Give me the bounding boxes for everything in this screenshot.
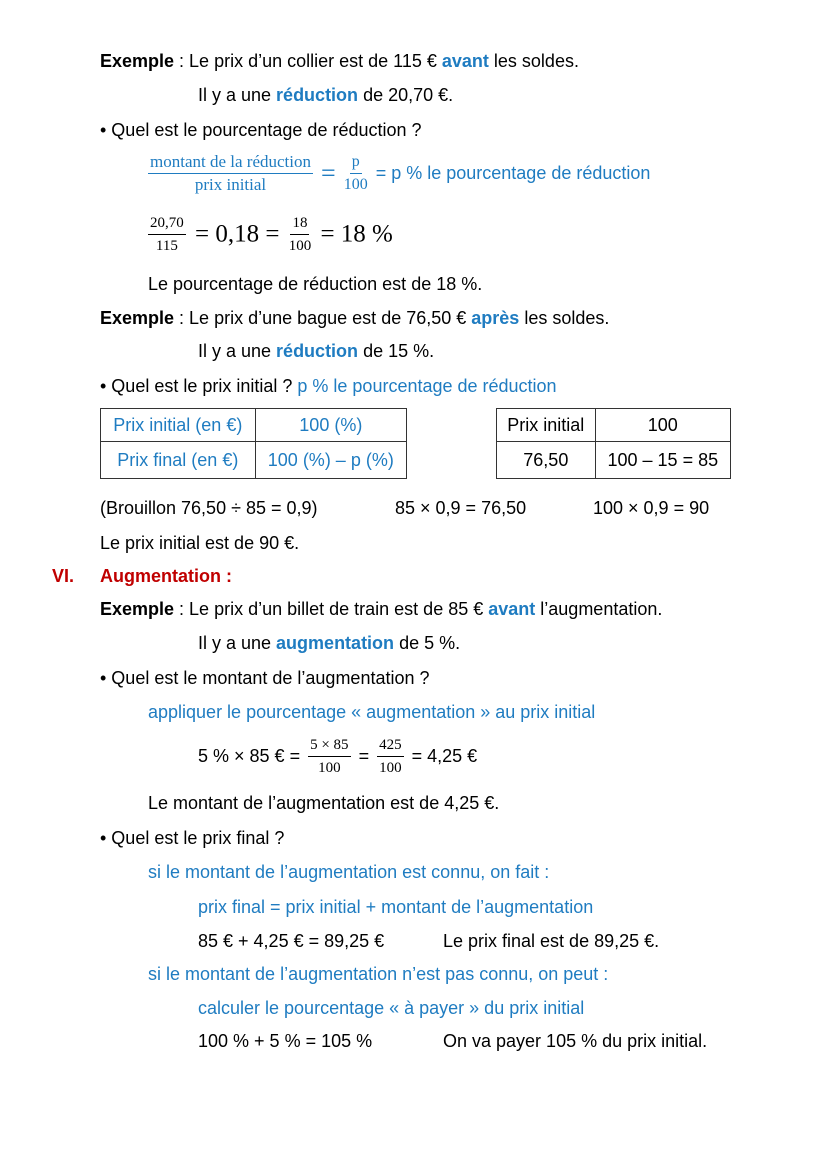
answer-1: Le pourcentage de réduction est de 18 %.: [148, 274, 483, 294]
example-2: [100, 307, 609, 329]
denominator: 100: [343, 176, 368, 193]
fraction: [148, 213, 186, 256]
proportion-table-example: [496, 408, 731, 479]
table-cell: 76,50: [497, 442, 596, 479]
keyword: avant: [488, 599, 536, 619]
table-row: [101, 442, 407, 479]
text: Il y a une: [198, 341, 277, 361]
denominator: prix initial: [194, 175, 267, 194]
numerator: p: [350, 152, 362, 174]
formula-percentage: [145, 152, 650, 195]
result-calculation: 100 × 0,9 = 90: [593, 498, 710, 518]
denominator: 115: [155, 238, 178, 254]
question-1: • Quel est le pourcentage de réduction ?: [100, 120, 422, 140]
case-1-calculation: 85 € + 4,25 € = 89,25 €: [198, 931, 385, 951]
case-2: si le montant de l’augmentation n’est pas connu, on peut :: [148, 964, 609, 984]
numerator: 18: [290, 213, 309, 235]
text: = 18 %: [320, 220, 393, 248]
example-label: Exemple: [100, 308, 175, 328]
table-row: [497, 409, 731, 442]
text: de 20,70 €.: [358, 85, 454, 105]
text: les soldes.: [488, 51, 579, 71]
case-1: si le montant de l’augmentation est connu, on fait :: [148, 862, 550, 882]
question-3: • Quel est le montant de l’augmentation ?: [100, 668, 430, 688]
example-label: Exemple: [100, 51, 175, 71]
case-1-rule: prix final = prix initial + montant de l’augmentation: [198, 897, 594, 917]
table-cell: 100 (%) – p (%): [255, 442, 406, 479]
denominator: 100: [318, 760, 341, 776]
draft-calculation: (Brouillon 76,50 ÷ 85 = 0,9): [100, 498, 318, 518]
text: = 0,18 =: [195, 220, 280, 248]
table-row: [101, 409, 407, 442]
example-1: [100, 50, 579, 72]
table-cell: 100 – 15 = 85: [595, 442, 730, 479]
example-3-line2: [198, 632, 460, 654]
keyword: réduction: [276, 85, 359, 105]
numerator: 20,70: [148, 213, 186, 235]
hint: p % le pourcentage de réduction: [297, 376, 557, 396]
denominator: 100: [288, 238, 312, 254]
question-2: [100, 375, 557, 397]
table-row: [497, 442, 731, 479]
numerator: 425: [377, 735, 404, 757]
section-number: VI.: [52, 566, 75, 586]
table-cell: Prix initial (en €): [101, 409, 256, 442]
equals: =: [321, 158, 336, 188]
calculation-1: [145, 213, 393, 256]
fraction: [377, 735, 404, 778]
text: Il y a une: [198, 633, 277, 653]
equals: =: [358, 746, 370, 766]
fraction: [308, 735, 350, 778]
text: : Le prix d’une bague est de 76,50 €: [174, 308, 472, 328]
question-4: • Quel est le prix final ?: [100, 828, 285, 848]
text: de 15 %.: [358, 341, 435, 361]
case-2-calculation: 100 % + 5 % = 105 %: [198, 1031, 373, 1051]
fraction: [289, 213, 312, 256]
text: de 5 %.: [394, 633, 461, 653]
text: = 4,25 €: [411, 746, 478, 766]
example-3: [100, 598, 662, 620]
check-calculation: 85 × 0,9 = 76,50: [395, 498, 527, 518]
example-2-line2: [198, 340, 434, 362]
text: : Le prix d’un billet de train est de 85 €: [174, 599, 489, 619]
fraction: [344, 152, 368, 195]
text: : Le prix d’un collier est de 115 €: [174, 51, 442, 71]
text: 5 % × 85 € =: [198, 746, 301, 766]
text: les soldes.: [519, 308, 610, 328]
text: l’augmentation.: [535, 599, 663, 619]
keyword: avant: [441, 51, 489, 71]
table-cell: Prix final (en €): [101, 442, 256, 479]
numerator: 5 × 85: [308, 735, 350, 757]
text: = p % le pourcentage de réduction: [375, 163, 651, 183]
fraction: [148, 152, 313, 195]
text: • Quel est le prix initial ?: [100, 376, 298, 396]
denominator: 100: [379, 760, 402, 776]
numerator: montant de la réduction: [148, 152, 313, 174]
keyword: après: [471, 308, 520, 328]
table-cell: 100: [595, 409, 730, 442]
text: Il y a une: [198, 85, 277, 105]
case-1-answer: Le prix final est de 89,25 €.: [443, 931, 660, 951]
proportion-table-general: [100, 408, 407, 479]
example-label: Exemple: [100, 599, 175, 619]
table-cell: 100 (%): [255, 409, 406, 442]
answer-3: Le montant de l’augmentation est de 4,25 €.: [148, 793, 500, 813]
rule-text: appliquer le pourcentage « augmentation » au prix initial: [148, 702, 596, 722]
answer-2: Le prix initial est de 90 €.: [100, 533, 300, 553]
section-title: Augmentation :: [100, 566, 232, 586]
keyword: augmentation: [276, 633, 395, 653]
example-1-line2: [198, 84, 453, 106]
case-2-rule: calculer le pourcentage « à payer » du prix initial: [198, 998, 585, 1018]
keyword: réduction: [276, 341, 359, 361]
table-cell: Prix initial: [497, 409, 596, 442]
case-2-answer: On va payer 105 % du prix initial.: [443, 1031, 708, 1051]
calculation-3: [198, 735, 477, 778]
